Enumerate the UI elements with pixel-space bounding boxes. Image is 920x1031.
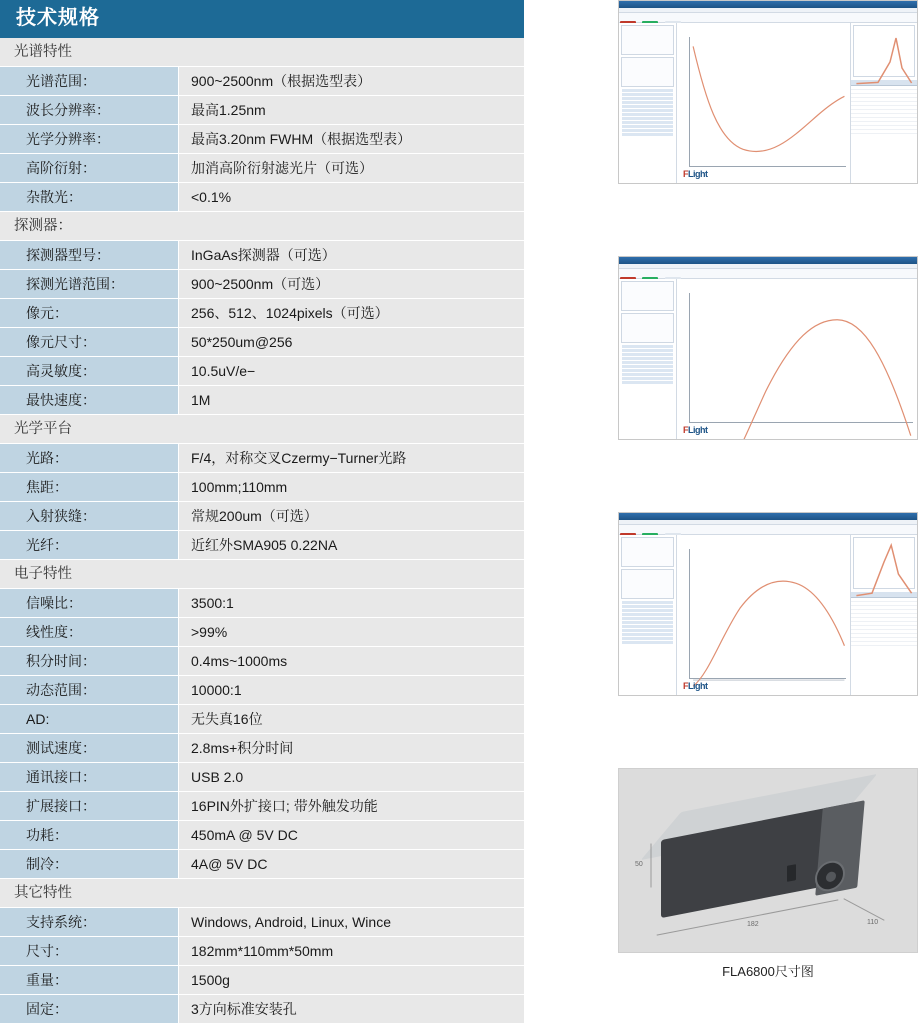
window-titlebar	[619, 257, 917, 264]
spec-key: 像元尺寸：	[0, 328, 179, 356]
spec-key: 探测器型号：	[0, 241, 179, 269]
list-item	[622, 125, 673, 128]
spec-row	[0, 908, 524, 937]
spec-value: 4A@ 5V DC	[179, 850, 524, 878]
spec-value: 3500:1	[179, 589, 524, 617]
list-item	[622, 133, 673, 136]
dimension-label-width: 182	[747, 921, 759, 928]
product-dimension-photo	[618, 768, 918, 953]
spec-key: 波长分辨率：	[0, 96, 179, 124]
spec-key: 杂散光：	[0, 183, 179, 211]
window-body	[619, 535, 917, 695]
spec-key: 尺寸：	[0, 937, 179, 965]
page-title: 技术规格	[0, 0, 524, 38]
spec-row	[0, 125, 524, 154]
list-item	[622, 117, 673, 120]
window-titlebar	[619, 1, 917, 8]
window-titlebar	[619, 513, 917, 520]
data-panel	[851, 23, 917, 183]
spec-value: 900~2500nm（根据选型表）	[179, 67, 524, 95]
settings-panel	[621, 25, 674, 55]
spec-key: 重量：	[0, 966, 179, 994]
list-item	[622, 105, 673, 108]
spec-key: 光谱范围：	[0, 67, 179, 95]
spec-value: 1500g	[179, 966, 524, 994]
spec-row	[0, 299, 524, 328]
spec-section-header: 电子特性	[0, 560, 524, 589]
spec-key: 高灵敏度：	[0, 357, 179, 385]
photo-caption: FLA6800尺寸图	[722, 964, 814, 979]
data-panel	[851, 535, 917, 695]
spec-row	[0, 386, 524, 415]
list-item	[622, 365, 673, 368]
spec-row	[0, 705, 524, 734]
spec-row	[0, 589, 524, 618]
list-item	[622, 129, 673, 132]
spec-value: 50*250um@256	[179, 328, 524, 356]
dimension-label-depth: 110	[867, 919, 879, 926]
spec-key: 高阶衍射：	[0, 154, 179, 182]
dimension-line-height	[651, 844, 652, 888]
mini-curve	[854, 26, 914, 86]
list-item	[622, 637, 673, 640]
spectrum-plot	[677, 23, 851, 183]
spectrum-plot	[677, 535, 851, 695]
software-screenshot-2	[618, 256, 918, 440]
spec-row	[0, 618, 524, 647]
spec-key: 信噪比：	[0, 589, 179, 617]
spec-row	[0, 473, 524, 502]
spec-key: 测试速度：	[0, 734, 179, 762]
spec-value: 16PIN外扩接口; 带外触发功能	[179, 792, 524, 820]
spec-value: USB 2.0	[179, 763, 524, 791]
spec-value: Windows, Android, Linux, Wince	[179, 908, 524, 936]
spec-key: 支持系统：	[0, 908, 179, 936]
left-panel	[619, 535, 677, 695]
window-body	[619, 23, 917, 183]
spec-row	[0, 734, 524, 763]
settings-panel	[621, 537, 674, 567]
spec-value: 近红外SMA905 0.22NA	[179, 531, 524, 559]
spec-key: 动态范围：	[0, 676, 179, 704]
spec-value: <0.1%	[179, 183, 524, 211]
spec-key: 入射狭缝：	[0, 502, 179, 530]
spec-section-header: 光谱特性	[0, 38, 524, 67]
list-item	[622, 121, 673, 124]
spec-key: 扩展接口：	[0, 792, 179, 820]
spec-row	[0, 67, 524, 96]
window-toolbar	[619, 525, 917, 535]
mini-plot	[853, 25, 915, 77]
spec-row	[0, 647, 524, 676]
right-column	[618, 0, 920, 980]
left-panel	[619, 23, 677, 183]
spec-key: 像元：	[0, 299, 179, 327]
spec-row	[0, 183, 524, 212]
spec-row	[0, 444, 524, 473]
list-item	[622, 345, 673, 348]
connector-port	[787, 864, 796, 882]
spec-value: F/4，对称交叉Czermy−Turner光路	[179, 444, 524, 472]
table-row	[851, 642, 917, 646]
mini-curve	[854, 538, 914, 598]
list-item	[622, 617, 673, 620]
spec-value: InGaAs探测器（可选）	[179, 241, 524, 269]
spec-value: 450mA @ 5V DC	[179, 821, 524, 849]
mini-plot	[853, 537, 915, 589]
spec-key: 固定：	[0, 995, 179, 1023]
spec-key: 制冷：	[0, 850, 179, 878]
brand-logo: FLight	[683, 681, 708, 691]
spec-row	[0, 531, 524, 560]
spec-section-header: 光学平台	[0, 415, 524, 444]
window-body	[619, 279, 917, 439]
list-item	[622, 361, 673, 364]
spec-row	[0, 995, 524, 1024]
spec-key: 积分时间：	[0, 647, 179, 675]
list-item	[622, 641, 673, 644]
plot-axes	[689, 293, 913, 423]
plot-axes	[689, 37, 846, 167]
spec-row	[0, 357, 524, 386]
spec-value: 900~2500nm（可选）	[179, 270, 524, 298]
spectrum-curve	[690, 37, 846, 184]
list-item	[622, 633, 673, 636]
spec-row	[0, 763, 524, 792]
spec-key: 光学分辨率：	[0, 125, 179, 153]
spec-row	[0, 850, 524, 879]
spec-value: 无失真16位	[179, 705, 524, 733]
list-item	[622, 353, 673, 356]
plot-axes	[689, 549, 846, 679]
brand-logo: FLight	[683, 425, 708, 435]
spec-row	[0, 821, 524, 850]
spec-value: 100mm;110mm	[179, 473, 524, 501]
spec-section-header: 探测器：	[0, 212, 524, 241]
brand-logo: FLight	[683, 169, 708, 179]
spec-row	[0, 154, 524, 183]
spectrum-plot	[677, 279, 917, 439]
spec-value: 常规200um（可选）	[179, 502, 524, 530]
spec-value: 10000:1	[179, 676, 524, 704]
list-item	[622, 349, 673, 352]
window-toolbar	[619, 269, 917, 279]
spec-section-header: 其它特性	[0, 879, 524, 908]
left-panel	[619, 279, 677, 439]
list-item	[622, 93, 673, 96]
dimension-line-depth	[843, 898, 884, 920]
list-item	[622, 605, 673, 608]
params-panel	[621, 313, 674, 343]
list-item	[622, 621, 673, 624]
params-panel	[621, 569, 674, 599]
list-item	[622, 613, 673, 616]
list-item	[622, 369, 673, 372]
spectrum-curve	[690, 549, 846, 696]
list-item	[622, 97, 673, 100]
spectrum-curve	[690, 293, 913, 440]
spec-key: 光路：	[0, 444, 179, 472]
spec-value: 3方向标准安装孔	[179, 995, 524, 1023]
spec-row	[0, 676, 524, 705]
spec-row	[0, 328, 524, 357]
settings-panel	[621, 281, 674, 311]
spec-value: 10.5uV/e−	[179, 357, 524, 385]
list-item	[622, 101, 673, 104]
spec-value: 加消高阶衍射滤光片（可选）	[179, 154, 524, 182]
dimension-label-height: 50	[635, 861, 643, 868]
list-item	[622, 113, 673, 116]
spec-key: 通讯接口：	[0, 763, 179, 791]
spec-row	[0, 966, 524, 995]
list-item	[622, 601, 673, 604]
spec-row	[0, 96, 524, 125]
spec-key: 线性度：	[0, 618, 179, 646]
spec-key: 光纤：	[0, 531, 179, 559]
spec-value: 2.8ms+积分时间	[179, 734, 524, 762]
params-panel	[621, 57, 674, 87]
list-item	[622, 357, 673, 360]
list-item	[622, 109, 673, 112]
spec-key: 焦距：	[0, 473, 179, 501]
spec-value: 1M	[179, 386, 524, 414]
spec-key: AD:	[0, 705, 179, 733]
spec-key: 功耗：	[0, 821, 179, 849]
list-item	[622, 625, 673, 628]
spec-row	[0, 270, 524, 299]
spec-row	[0, 937, 524, 966]
list-item	[622, 377, 673, 380]
spec-value: >99%	[179, 618, 524, 646]
software-screenshot-3	[618, 512, 918, 696]
spec-row	[0, 502, 524, 531]
list-item	[622, 89, 673, 92]
spec-row	[0, 792, 524, 821]
spec-value: 0.4ms~1000ms	[179, 647, 524, 675]
spec-value: 最高3.20nm FWHM（根据选型表）	[179, 125, 524, 153]
window-toolbar	[619, 13, 917, 23]
spec-value: 256、512、1024pixels（可选）	[179, 299, 524, 327]
spec-value: 最高1.25nm	[179, 96, 524, 124]
list-item	[622, 373, 673, 376]
list-item	[622, 629, 673, 632]
spec-row	[0, 241, 524, 270]
software-screenshot-1	[618, 0, 918, 184]
spec-value: 182mm*110mm*50mm	[179, 937, 524, 965]
spec-key: 探测光谱范围：	[0, 270, 179, 298]
list-item	[622, 609, 673, 612]
list-item	[622, 381, 673, 384]
spec-key: 最快速度：	[0, 386, 179, 414]
table-row	[851, 130, 917, 134]
